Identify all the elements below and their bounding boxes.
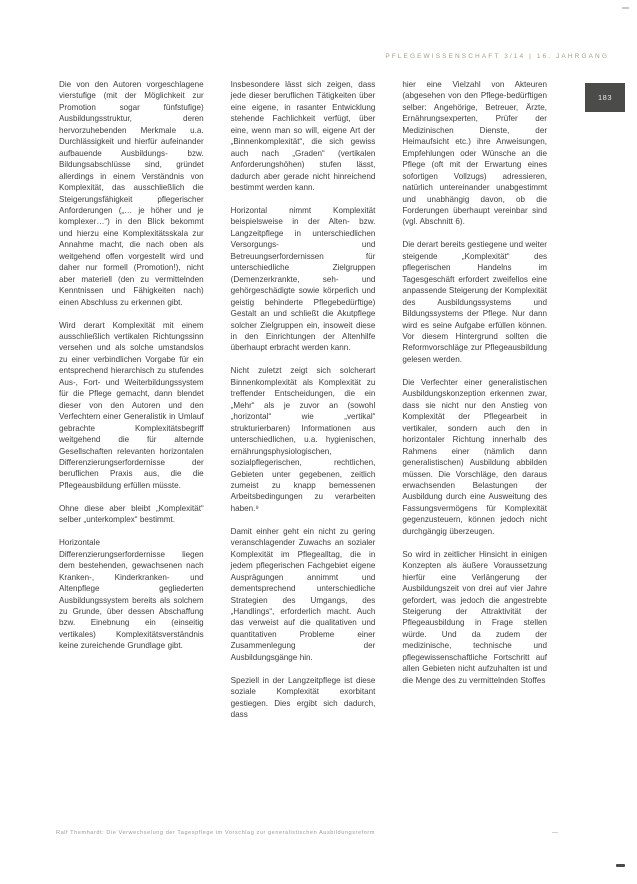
text-column-3 — [402, 79, 547, 732]
paragraph: Insbesondere lässt sich zeigen, dass jede dieser beruflichen Tätigkeiten über eine eigene, in rasanter Entwicklung stehende Fachlichkeit verfügt, über eine, wenn man so will, eigene Art der „Binnenkomplexität“, die sich gewiss auch nach „Graden“ (vertikalen Anforderungshöhen) stufen lässt, dadurch aber gerade nicht hinreichend bestimmt werden kann. — [230, 80, 376, 193]
page-number-badge — [585, 83, 625, 112]
footer-end-mark: — — [552, 830, 558, 836]
crop-mark-icon — [622, 7, 629, 9]
paragraph: Ohne diese aber bleibt „Komplexität“ selber „unterkomplex“ bestimmt. — [59, 503, 204, 525]
paragraph: Die von den Autoren vorgeschlagene vierstufige (mit der Möglichkeit zur Promotion sogar fünfstufige) Ausbildungsstruktur, deren hervorzuhebenden Merkmale u.a. Durchlässigkeit und hierfür aufeinander aufbauende Ausbildungs- bzw. Bildungsabschlüsse sind, gründet allerdings in einem Verständnis von Komplexität, das ausschließlich die Steigerungsfähigkeit pflegerischer Anforderungen („… je höher und je komplexer…“) in den Blick bekommt und hierzu eine Komplexitätsskala zur Annahme macht, die nach oben als weitgehend offen vorgestellt wird und daher nur formell (Promotion!), nicht aber materiell (den zu vermittelnden Kenntnissen und Fähigkeiten nach) einen Abschluss zu erkennen gibt. — [59, 80, 204, 307]
paragraph: Horizontal nimmt Komplexität beispielsweise in der Alten- bzw. Langzeitpflege in unterschiedlichen Versorgungs- und Betreuungserfordernissen für unterschiedliche Zielgruppen (Demenzerkrankte, seh- und gehörgeschädigte sowie körperlich und geistig behinderte Pflegebedürftige) Gestalt an und schließt die Akutpflege solcher Zielgruppen ein, insoweit diese in den Einrichtungen der Altenhilfe überhaupt erbracht werden kann. — [230, 206, 376, 353]
article-body — [59, 79, 547, 732]
paragraph: Wird derart Komplexität mit einem ausschließlich vertikalen Richtungssinn versehen und als solche umstandslos zu einer verbindlichen Vorgabe für ein entsprechend hierarchisch zu stufendes Aus-, Fort- und Weiterbildungssystem für die Pflege gemacht, dann blendet dieser von den Autoren und den Verfechtern einer Generalistik in Umlauf gebrachte Komplexitätsbegriff weitgehend die für alternde Gesellschaften relevanten horizontalen Differenzierungserfordernisse der beruflichen Praxis aus, die die Pflegeausbildung erfüllen müsste. — [59, 320, 204, 490]
paragraph: Damit einher geht ein nicht zu gering veranschlagender Zuwachs an sozialer Komplexität im Pflegealltag, die in jedem pflegerischen Fachgebiet eigene Ausprägungen annimmt und dementsprechend unterschiedliche Strategien des Umgangs, des „Handlings“, erforderlich macht. Auch das verweist auf die qualitativen und quantitativen Probleme einer Zusammenlegung der Ausbildungsgänge hin. — [230, 526, 376, 662]
text-column-1 — [59, 79, 204, 732]
paragraph: hier eine Vielzahl von Akteuren (abgesehen von den Pflege-bedürftigen selber: Angehörige, Betreuer, Ärzte, Ernährungsexperten, Prüfer der Medizinischen Dienste, der Heimaufsicht etc.) ihre Anweisungen, Empfehlungen oder Wünsche an die Pflege (oft mit der Erwartung eines sofortigen Vollzugs) adressieren, natürlich untereinander unabgestimmt und unabhängig davon, ob die Forderungen überhaupt vereinbar sind (vgl. Abschnitt 6). — [402, 80, 548, 227]
journal-header-line: PFLEGEWISSENSCHAFT 3/14 | 16. JAHRGANG — [385, 53, 609, 60]
paragraph: Die derart bereits gestiegene und weiter steigende „Komplexität“ des pflegerischen Handelns im Tagesgeschäft erfordert zweifellos eine anpassende Steigerung der Komplexität des Ausbildungssystems und Bildungssystems der Pflege. Nur dann wird es seine Aufgabe erfüllen können. Vor diesem Hintergrund sollten die Reformvorschläge zur Pflegeausbildung gelesen werden. — [402, 240, 548, 364]
page-number: 183 — [597, 93, 612, 102]
paragraph: Horizontale Differenzierungserfordernisse liegen dem bestehenden, gewachsenen nach Kranken-, Kinderkranken- und Altenpflege gegliederten Ausbildungssystem bereits als solchem zu Grunde, über dessen Abschaffung bzw. Einebnung ein (einseitig vertikales) Komplexitätsverständnis keine zureichende Grundlage gibt. — [59, 538, 204, 651]
paragraph: Die Verfechter einer generalistischen Ausbildungskonzeption erkennen zwar, dass sie nicht nur den Anstieg von Komplexität der Pflegearbeit in vertikaler, sondern auch den in horizontaler Richtung innerhalb des Rahmens einer (nämlich dann generalistischen) Ausbildung abbilden müssen. Die Vorschläge, den daraus erwachsenden Belastungen der Ausbildung durch eine Ausweitung des Fassungsvermögens für Komplexität gegenzusteuern, können jedoch nicht durchgängig überzeugen. — [402, 377, 548, 536]
text-column-2 — [231, 79, 376, 732]
paragraph: Nicht zuletzt zeigt sich solcherart Binnenkomplexität als Komplexität zu treffender Entscheidungen, die ein „Mehr“ als je zuvor an (sowohl „horizontal“ wie „vertikal“ strukturierbaren) Informationen aus unterschiedlichen, u.a. hygienischen, ernährungsphysiologischen, sozialpflegerischen, rechtlichen, Gebieten unter gegebenen, zeitlich zumeist zu knapp bemessenen Arbeitsbedingungen zu verarbeiten haben.⁹ — [230, 366, 376, 513]
crop-mark-icon — [616, 864, 625, 867]
footer-reference: Ralf Themhardt: Die Verwechselung der Tagespflege im Vorschlag zur generalistischen Ausbildungsreform — [56, 830, 376, 836]
paragraph: Speziell in der Langzeitpflege ist diese soziale Komplexität exorbitant gestiegen. Dies ergibt sich dadurch, dass — [230, 675, 376, 720]
paragraph: So wird in zeitlicher Hinsicht in einigen Konzepten als äußere Voraussetzung hierfür eine Verlängerung der Ausbildungszeit von drei auf vier Jahre gefordert, was jedoch die angestrebte Steigerung der Attraktivität der Pflegeausbildung in Frage stellen würde. Und da zudem der medizinische, technische und pflegewissenschaftliche Fortschritt auf allen Gebieten nicht aufzuhalten ist und die Menge des zu vermittelnden Stoffes — [402, 549, 548, 685]
